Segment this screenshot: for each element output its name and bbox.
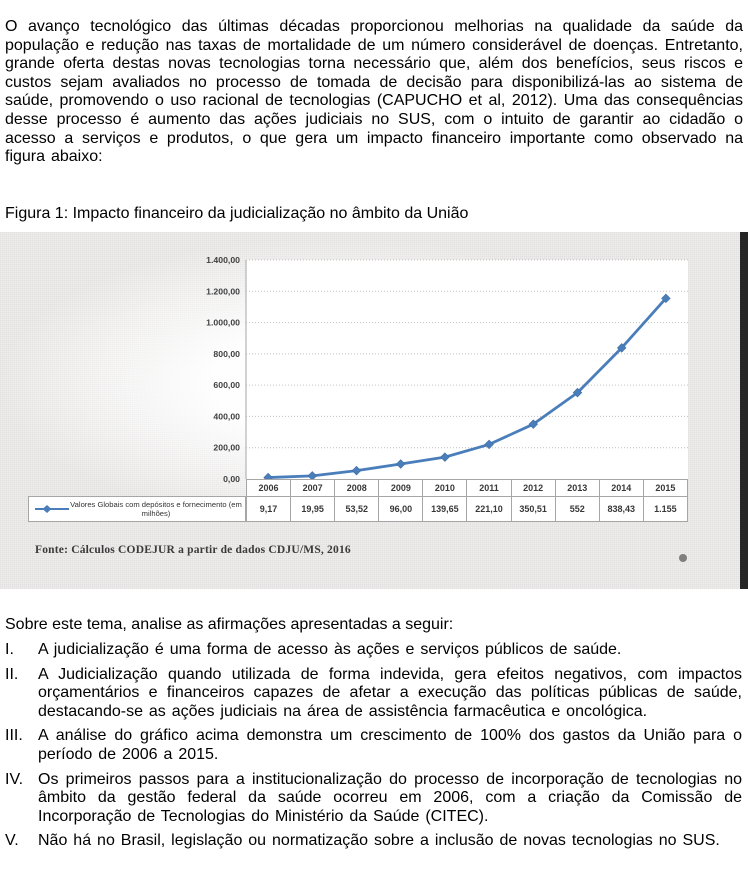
statement-numeral: III.: [5, 727, 23, 745]
value-cell: 221,10: [466, 497, 510, 521]
y-axis-tick: 600,00: [213, 380, 240, 391]
figure-caption: Figura 1: Impacto financeiro da judicialização no âmbito da União: [5, 205, 469, 222]
statement-numeral: V.: [5, 832, 19, 850]
y-axis-tick: 200,00: [213, 442, 240, 453]
legend-line-marker-icon: [34, 504, 70, 514]
legend-series-label: Valores Globais com depósitos e fornecimento (em milhões): [70, 500, 242, 518]
year-cell: 2014: [599, 480, 643, 496]
year-cell: 2008: [334, 480, 378, 496]
chart-value-row: [246, 496, 688, 522]
figure-image: [0, 232, 748, 589]
value-cell: 350,51: [511, 497, 555, 521]
year-cell: 2009: [378, 480, 422, 496]
year-cell: 2012: [511, 480, 555, 496]
question-prompt: Sobre este tema, analise as afirmações apresentadas a seguir:: [5, 616, 454, 633]
y-axis-tick: 1.400,00: [206, 255, 240, 265]
statement-item-4: [5, 771, 742, 827]
value-cell: 96,00: [378, 497, 422, 521]
statement-item-5: [5, 832, 742, 851]
statement-numeral: I.: [5, 641, 14, 658]
value-cell: 53,52: [334, 497, 378, 521]
statement-text: Não há no Brasil, legislação ou normatização sobre a inclusão de novas tecnologias no SUS.: [38, 832, 720, 850]
statement-text: Os primeiros passos para a institucionalização do processo de incorporação de tecnologias no âmbito da gestão federal da saúde ocorreu em 2006, com a criação da Comissão de Incorporação de Tecnologias do Ministério da Saúde (CITEC).: [38, 770, 742, 825]
y-axis-tick: 0,00: [223, 474, 240, 484]
value-cell: 1.155: [643, 497, 687, 521]
value-cell: 139,65: [422, 497, 466, 521]
year-cell: 2007: [290, 480, 334, 496]
statement-text: A análise do gráfico acima demonstra um crescimento de 100% dos gastos da União para o período de 2006 a 2015.: [38, 727, 742, 763]
year-cell: 2013: [555, 480, 599, 496]
intro-paragraph: O avanço tecnológico das últimas décadas proporcionou melhorias na qualidade da saúde da população e redução nas taxas de mortalidade de um número considerável de doenças. Entretanto, grande oferta destas novas tecnologias torna necessário que, além dos benefícios, seus riscos e custos sejam avaliados no processo de tomada de decisão para disponibilizá-las ao sistema de saúde, promovendo o uso racional de tecnologias (CAPUCHO et al, 2012). Uma das consequências desse processo é aumento das ações judiciais no SUS, com o intuito de garantir ao cidadão o acesso a serviços e produtos, o que gera um impacto financeiro importante como observado na figura abaixo:: [5, 18, 743, 166]
year-cell: 2006: [258, 483, 279, 493]
statement-text: A Judicialização quando utilizada de forma indevida, gera efeitos negativos, com impactos orçamentários e financeiros capazes de afetar a execução das políticas públicas de saúde, destacando-se as ações judiciais na área de assistência farmacêutica e oncológica.: [38, 665, 742, 720]
y-axis-tick: 1.000,00: [206, 317, 240, 328]
statement-item-1: [5, 641, 742, 660]
chart-year-header-row: [246, 479, 688, 497]
value-cell: 552: [555, 497, 599, 521]
y-axis-tick: 400,00: [213, 411, 240, 422]
statement-numeral: IV.: [5, 770, 24, 788]
figure-right-edge: [740, 232, 748, 589]
line-chart: [0, 232, 748, 589]
value-cell: 19,95: [290, 497, 334, 521]
statement-item-2: [5, 666, 742, 722]
y-axis-tick: 800,00: [213, 348, 240, 359]
document-page: [0, 16, 748, 876]
year-cell: 2011: [466, 480, 510, 496]
y-axis-tick: 1.200,00: [206, 286, 240, 297]
statement-numeral: II.: [5, 665, 19, 683]
value-cell: 838,43: [599, 497, 643, 521]
gray-dot: [679, 554, 687, 562]
year-cell: 2010: [422, 480, 466, 496]
year-cell: 2015: [643, 480, 687, 496]
statements-list: [0, 641, 748, 851]
statement-text: A judicialização é uma forma de acesso às ações e serviços públicos de saúde.: [38, 641, 622, 658]
chart-legend: [28, 496, 246, 522]
figure-source: Fonte: Cálculos CODEJUR a partir de dados CDJU/MS, 2016: [35, 544, 351, 556]
statement-item-3: [5, 727, 742, 764]
value-cell: 9,17: [259, 504, 278, 514]
